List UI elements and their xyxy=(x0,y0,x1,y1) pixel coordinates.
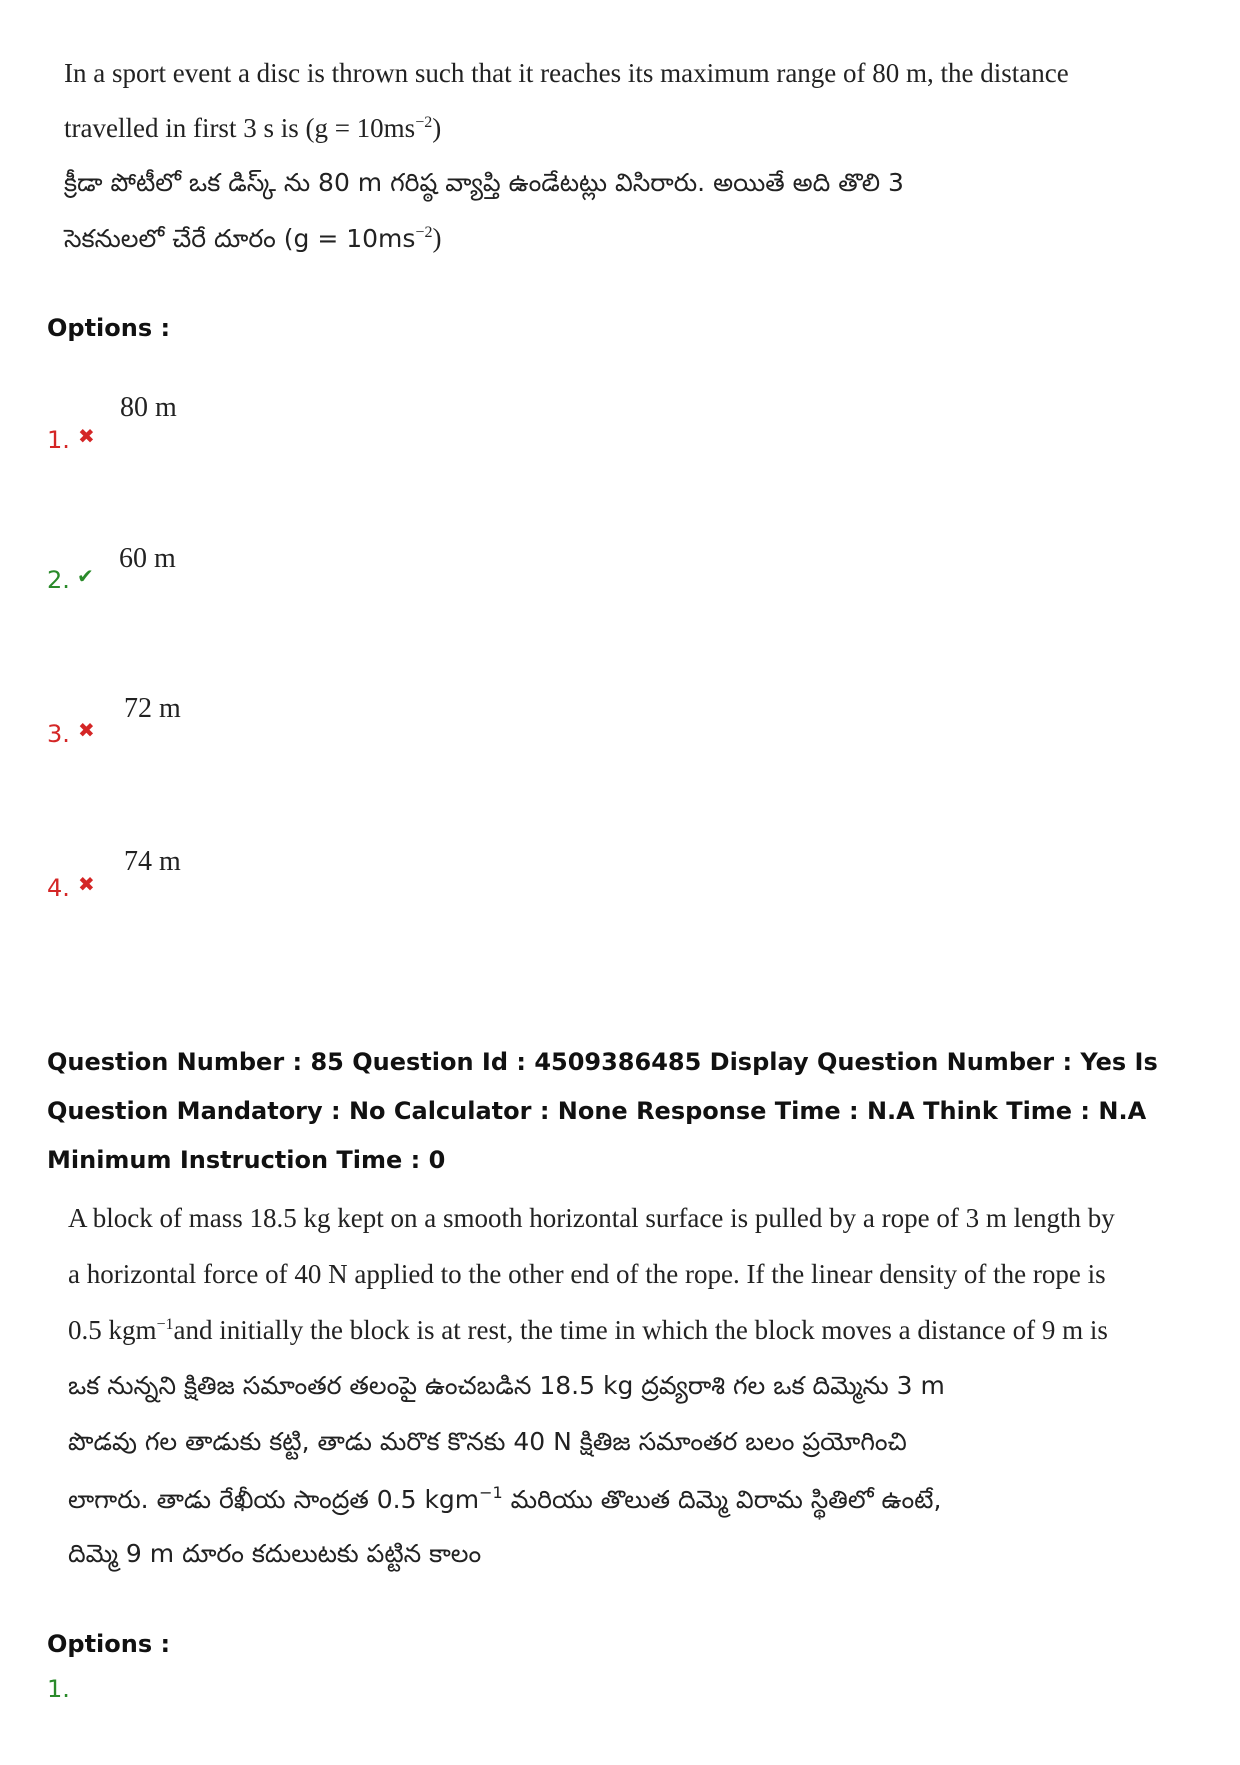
q85-line-5-telugu: పొడవు గల తాడుకు కట్టి, తాడు మరొక కొనకు 40 N క్షితిజ సమాంతర బలం ప్రయోగించి xyxy=(68,1427,907,1456)
q84-line-4-telugu xyxy=(64,225,1069,280)
q85-line-4-telugu: ఒక నున్నని క్షితిజ సమాంతర తలంపై ఉంచబడిన 18.5 kg ద్రవ్యరాశి గల ఒక దిమ్మెను 3 m xyxy=(68,1371,945,1400)
question-85-text xyxy=(68,1205,1115,1597)
q84-line-3-telugu: క్రీడా పోటీలో ఒక డిస్క్ ను 80 m గరిష్ఠ వ్యాప్తి ఉండేటట్లు విసిరారు. అయితే అది తొలి 3 xyxy=(64,168,904,197)
q84-line-2 xyxy=(64,115,1069,170)
q84-line-2-close: ) xyxy=(432,113,442,143)
q85-line-2: a horizontal force of 40 N applied to the other end of the rope. If the linear density of the rope is xyxy=(68,1259,1106,1289)
q84-line-2-text: travelled in first 3 s is (g = 10ms xyxy=(64,113,416,143)
option-3-value: 72 m xyxy=(124,693,181,724)
q85-line-1: A block of mass 18.5 kg kept on a smooth horizontal surface is pulled by a rope of 3 m length by xyxy=(68,1203,1115,1233)
q84-line-4-close: ) xyxy=(432,223,442,253)
option-1-value: 80 m xyxy=(120,392,177,423)
q85-option-1-number: 1. xyxy=(47,1675,70,1703)
q85-line-6-exponent: −1 xyxy=(479,1483,503,1502)
option-4-number: 4. xyxy=(47,874,70,902)
q84-line-4-exponent: −2 xyxy=(415,224,433,241)
question-84-text xyxy=(64,60,1069,280)
options-label-q85: Options : xyxy=(47,1630,171,1658)
q85-line-3-exponent: −1 xyxy=(156,1316,174,1333)
q85-line-6-telugu xyxy=(68,1485,1115,1541)
option-1-number: 1. xyxy=(47,426,70,454)
check-icon: ✔ xyxy=(77,564,94,588)
cross-icon: ✖ xyxy=(78,718,95,742)
q85-line-6-a: లాగారు. తాడు రేఖీయ సాంద్రత 0.5 kgm xyxy=(68,1485,480,1514)
question-85-meta: Question Number : 85 Question Id : 4509386485 Display Question Number : Yes Is Question Mandatory : No Calculator : None Response Time : N.A Think Time : N.A Minimum Instruction Time : 0 xyxy=(47,1048,1158,1174)
cross-icon: ✖ xyxy=(78,424,95,448)
option-3-number: 3. xyxy=(47,720,70,748)
q85-line-3-a: 0.5 kgm xyxy=(68,1315,157,1345)
q85-line-7-telugu: దిమ్మె 9 m దూరం కదులుటకు పట్టిన కాలం xyxy=(68,1539,482,1568)
cross-icon: ✖ xyxy=(78,872,95,896)
q84-line-1: In a sport event a disc is thrown such that it reaches its maximum range of 80 m, the distance xyxy=(64,58,1069,88)
option-4-value: 74 m xyxy=(124,846,181,877)
q85-line-6-b: మరియు తొలుత దిమ్మె విరామ స్థితిలో ఉంటే, xyxy=(502,1485,942,1514)
option-2-number: 2. xyxy=(47,566,70,594)
q84-line-4-text: సెకనులలో చేరే దూరం (g = 10ms xyxy=(64,224,416,253)
options-label: Options : xyxy=(47,314,171,342)
option-2-value: 60 m xyxy=(119,543,176,574)
q85-line-3 xyxy=(68,1317,1115,1373)
q84-line-2-exponent: −2 xyxy=(415,114,433,131)
q85-line-3-b: and initially the block is at rest, the time in which the block moves a distance of 9 m is xyxy=(173,1315,1108,1345)
